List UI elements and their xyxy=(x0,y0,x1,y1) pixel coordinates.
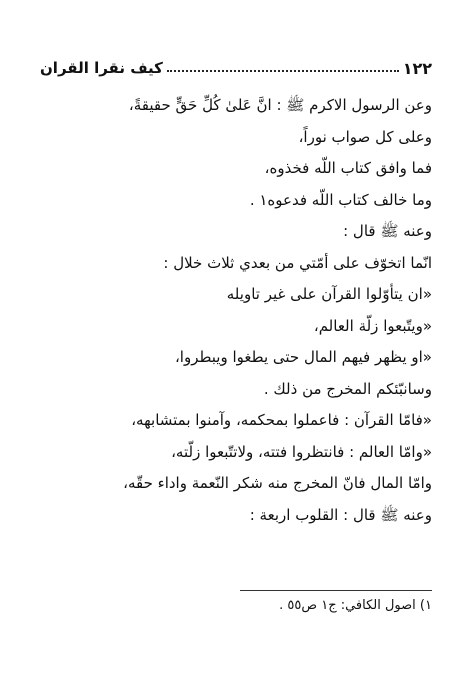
body-text xyxy=(36,90,432,531)
text-line: وسانبّئكم المخرج من ذلك . xyxy=(263,379,432,398)
text-line: وعنه ﷺ قال : القلوب اربعة : xyxy=(249,505,432,524)
page-number: ١٢٢ xyxy=(402,58,432,78)
text-line: انّما اتخوّف على أمّتي من بعدي ثلاث خلال : xyxy=(163,253,432,272)
text-line: «وامّا العالم : فانتظروا فتته، ولاتتّبعوا زلّته، xyxy=(171,442,432,461)
footnote-divider xyxy=(240,590,432,591)
text-line: وامّا المال فانّ المخرج منه شكر النّعمة واداء حقّه، xyxy=(123,474,432,492)
footnote: ١) اصول الكافي: ج١ ص٥٥ . xyxy=(279,598,432,613)
book-title: كيف نقرا القران xyxy=(40,59,163,77)
running-header xyxy=(40,56,432,80)
text-line: «فامّا القرآن : فاعملوا بمحكمه، وآمنوا بمتشابهه، xyxy=(131,411,432,429)
text-line: «ويتّبعوا زلّة العالم، xyxy=(313,316,432,335)
text-line: فما وافق كتاب اللّه فخذوه، xyxy=(264,159,432,177)
text-line: وعنه ﷺ قال : xyxy=(343,222,432,240)
text-line: «ان يتأوّلوا القرآن على غير تاويله xyxy=(226,285,432,303)
text-line: «او يظهر فيهم المال حتى يطغوا ويبطروا، xyxy=(174,348,432,366)
text-line: وعن الرسول الاكرم ﷺ : انَّ عَلىٰ كُلِّ حَقٍّ حقيقةً، xyxy=(128,96,432,114)
text-line: وما خالف كتاب اللّه فدعوه١ . xyxy=(249,190,432,209)
text-line: وعلى كل صواب نوراً، xyxy=(298,127,432,146)
header-dot-leader xyxy=(167,70,399,72)
